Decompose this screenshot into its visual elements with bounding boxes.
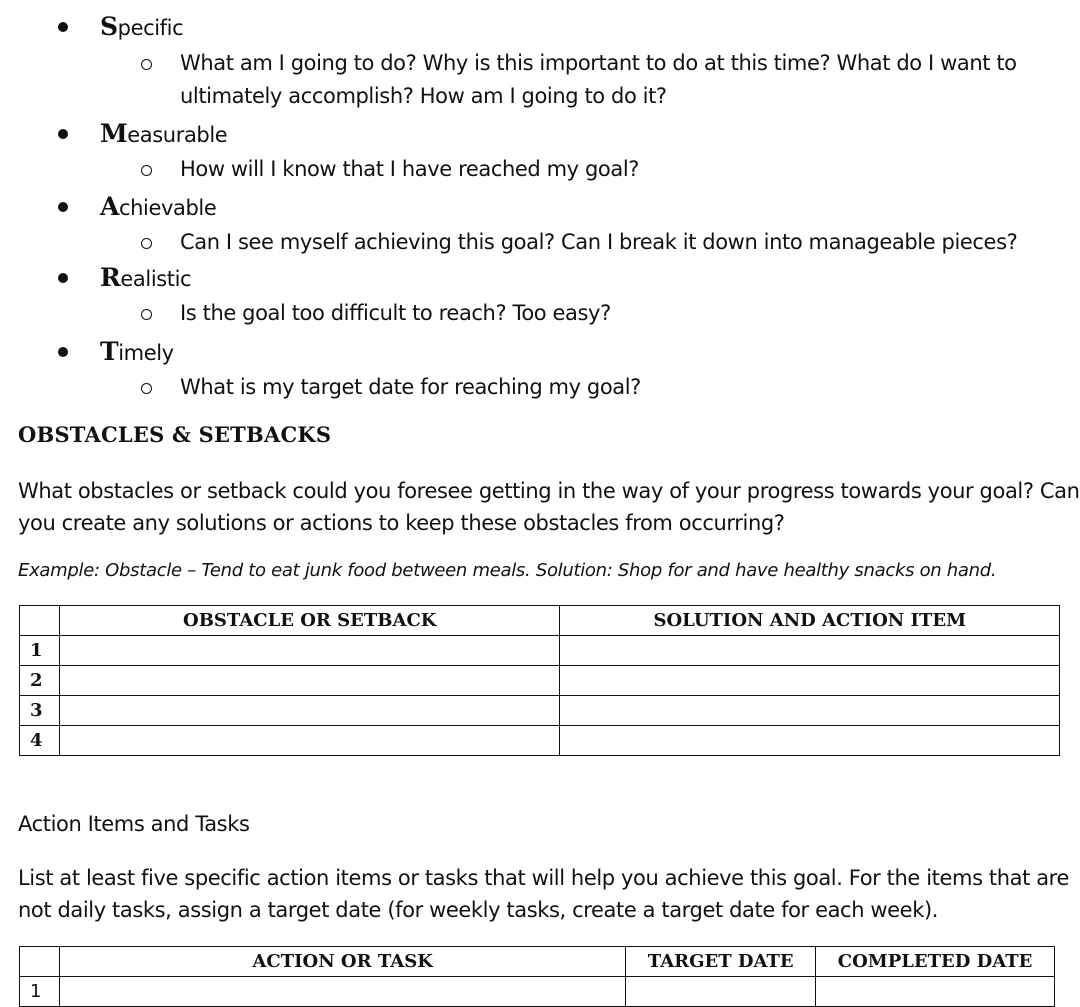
obstacles-example: Example: Obstacle – Tend to eat junk food between meals. Solution: Shop for and have healthy snacks on hand. xyxy=(18,560,997,581)
smart-term: Specific xyxy=(100,12,184,41)
obstacle-cell[interactable] xyxy=(59,666,560,696)
table-header-target-date: TARGET DATE xyxy=(626,947,816,977)
obstacle-cell[interactable] xyxy=(59,636,560,666)
table-header-empty xyxy=(20,947,60,977)
solution-cell[interactable] xyxy=(560,666,1060,696)
table-row xyxy=(20,726,1060,756)
row-number: 3 xyxy=(20,696,60,726)
obstacles-paragraph-line: you create any solutions or actions to keep these obstacles from occurring? xyxy=(18,511,785,535)
circle-bullet-icon xyxy=(141,238,152,249)
solution-cell[interactable] xyxy=(560,636,1060,666)
actions-paragraph-line: List at least five specific action items or tasks that will help you achieve this goal. For the items that are xyxy=(18,866,1069,890)
obstacles-table xyxy=(19,605,1060,756)
table-header-solution: SOLUTION AND ACTION ITEM xyxy=(560,606,1060,636)
action-cell[interactable] xyxy=(59,977,625,1007)
obstacle-cell[interactable] xyxy=(59,726,560,756)
row-number: 4 xyxy=(20,726,60,756)
table-header-completed-date: COMPLETED DATE xyxy=(816,947,1055,977)
completed-date-cell[interactable] xyxy=(816,977,1055,1007)
solution-cell[interactable] xyxy=(560,696,1060,726)
bullet-icon xyxy=(58,202,68,212)
target-date-cell[interactable] xyxy=(626,977,816,1007)
smart-term: Measurable xyxy=(100,119,228,148)
circle-bullet-icon xyxy=(141,59,152,70)
table-row xyxy=(20,666,1060,696)
table-header-row xyxy=(20,606,1060,636)
actions-title: Action Items and Tasks xyxy=(18,812,250,836)
bullet-icon xyxy=(58,273,68,283)
table-row xyxy=(20,696,1060,726)
table-header-row xyxy=(20,947,1055,977)
bullet-icon xyxy=(58,129,68,139)
table-row xyxy=(20,977,1055,1007)
bullet-icon xyxy=(58,347,68,357)
table-header-action: ACTION OR TASK xyxy=(59,947,625,977)
obstacles-heading: OBSTACLES & SETBACKS xyxy=(18,422,332,447)
table-row xyxy=(20,636,1060,666)
table-header-obstacle: OBSTACLE OR SETBACK xyxy=(59,606,560,636)
circle-bullet-icon xyxy=(141,165,152,176)
smart-term: Timely xyxy=(100,337,174,366)
obstacles-paragraph-line: What obstacles or setback could you foresee getting in the way of your progress towards your goal? Can xyxy=(18,479,1080,503)
circle-bullet-icon xyxy=(141,383,152,394)
actions-table xyxy=(19,946,1055,1007)
table-header-empty xyxy=(20,606,60,636)
actions-paragraph-line: not daily tasks, assign a target date (for weekly tasks, create a target date for each week). xyxy=(18,898,939,922)
circle-bullet-icon xyxy=(141,309,152,320)
row-number: 1 xyxy=(20,977,60,1007)
row-number: 2 xyxy=(20,666,60,696)
solution-cell[interactable] xyxy=(560,726,1060,756)
smart-term: Achievable xyxy=(100,192,217,221)
row-number: 1 xyxy=(20,636,60,666)
obstacle-cell[interactable] xyxy=(59,696,560,726)
smart-term: Realistic xyxy=(100,263,192,292)
bullet-icon xyxy=(58,22,68,32)
